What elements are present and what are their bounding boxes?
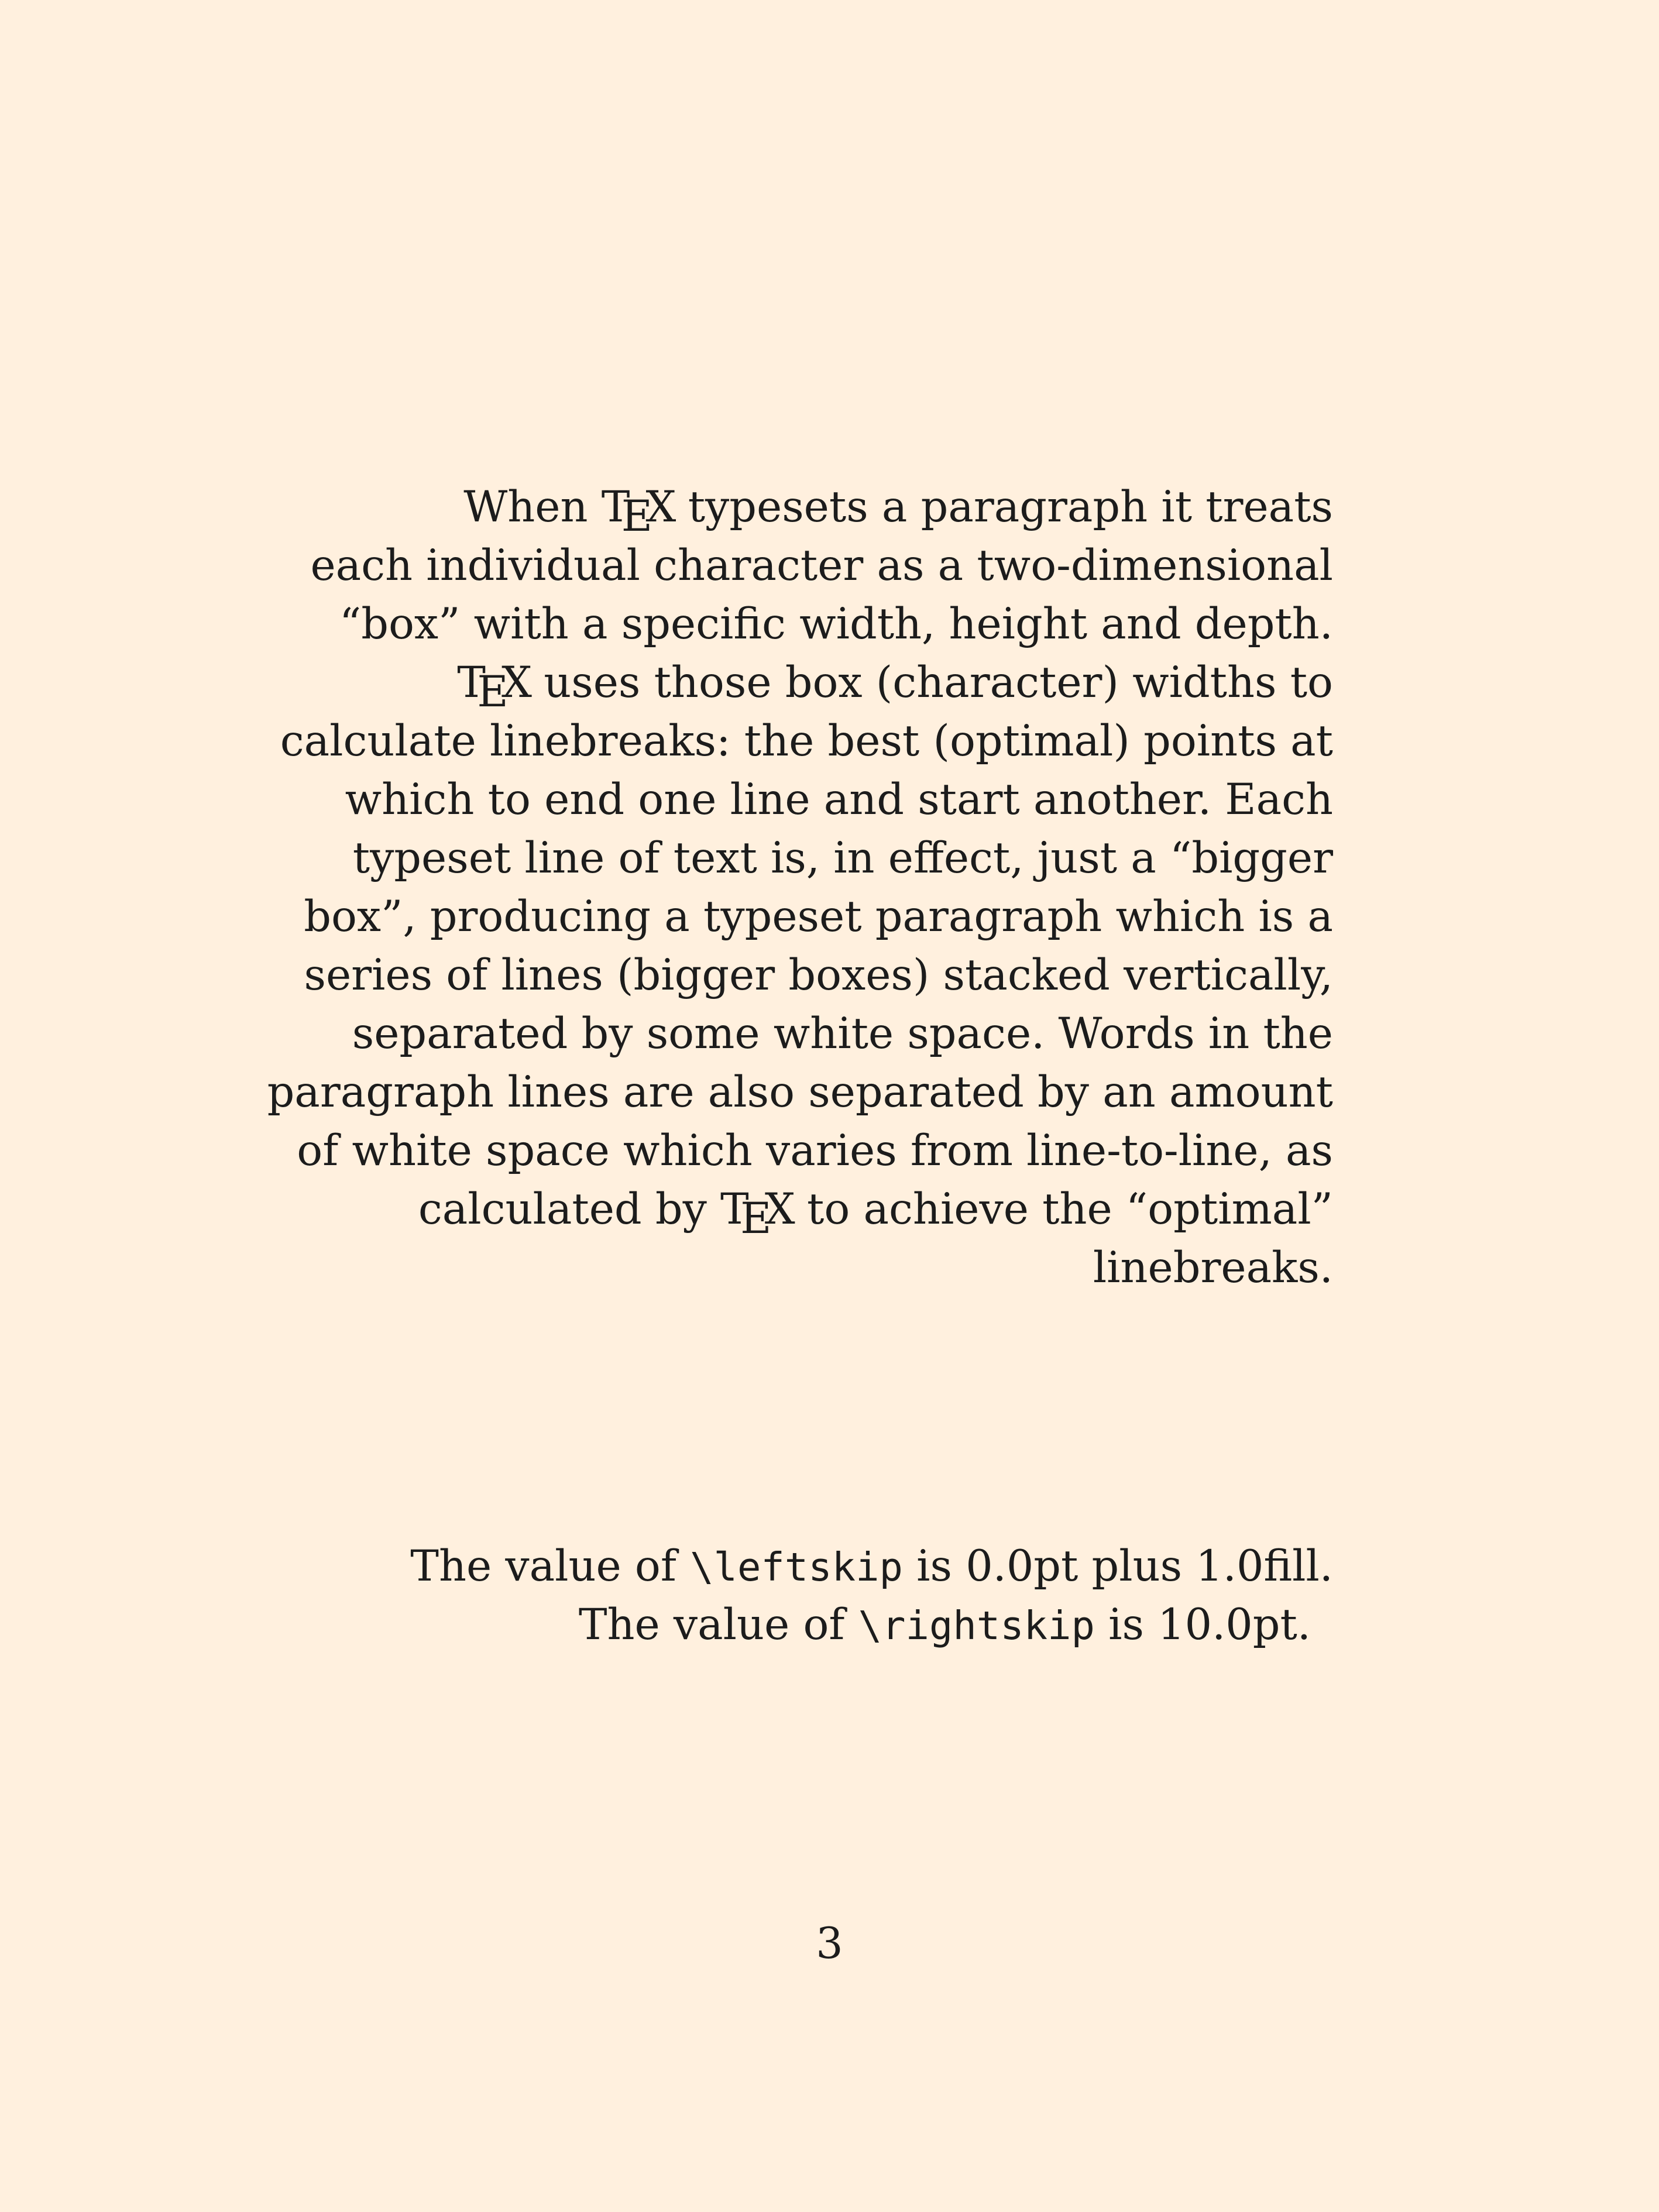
page-number: 3 xyxy=(816,1919,843,1969)
paragraph-line-14: linebreaks. xyxy=(1093,1243,1333,1293)
line-text: calculated by xyxy=(418,1184,721,1234)
paragraph-line-5: calculate linebreaks: the best (optimal) points at xyxy=(280,716,1333,766)
paragraph-line-11: paragraph lines are also separated by an amount xyxy=(267,1067,1333,1117)
paragraph-line-10: separated by some white space. Words in the xyxy=(352,1009,1333,1059)
paragraph-line-9: series of lines (bigger boxes) stacked vertically, xyxy=(304,950,1333,1000)
paragraph-line-2: each individual character as a two-dimensional xyxy=(310,541,1333,590)
rightskip-command: \rightskip xyxy=(858,1603,1095,1648)
line-text: typesets a paragraph it treats xyxy=(674,482,1333,532)
tex-logo: TEX xyxy=(457,658,531,717)
tex-logo: TEX xyxy=(720,1184,794,1244)
paragraph-line-6: which to end one line and start another. Each xyxy=(345,775,1333,825)
paragraph-line-3: “box” with a specific width, height and depth. xyxy=(339,599,1333,649)
paragraph-line-7: typeset line of text is, in effect, just a “bigger xyxy=(352,833,1333,883)
rightskip-value-line: The value of \rightskip is 10.0pt. xyxy=(578,1600,1311,1650)
leftskip-command: \leftskip xyxy=(690,1544,903,1590)
paragraph-line-12: of white space which varies from line-to-line, as xyxy=(297,1126,1333,1176)
leftskip-value-line: The value of \leftskip is 0.0pt plus 1.0fill. xyxy=(410,1541,1333,1591)
line-text: to achieve the “optimal” xyxy=(793,1184,1333,1234)
paragraph-line-8: box”, producing a typeset paragraph which is a xyxy=(304,892,1333,942)
tex-logo: TEX xyxy=(601,482,675,542)
line-text: When xyxy=(463,482,602,532)
skip-values xyxy=(252,0,1333,2212)
line-text: uses those box (character) widths to xyxy=(530,658,1333,707)
